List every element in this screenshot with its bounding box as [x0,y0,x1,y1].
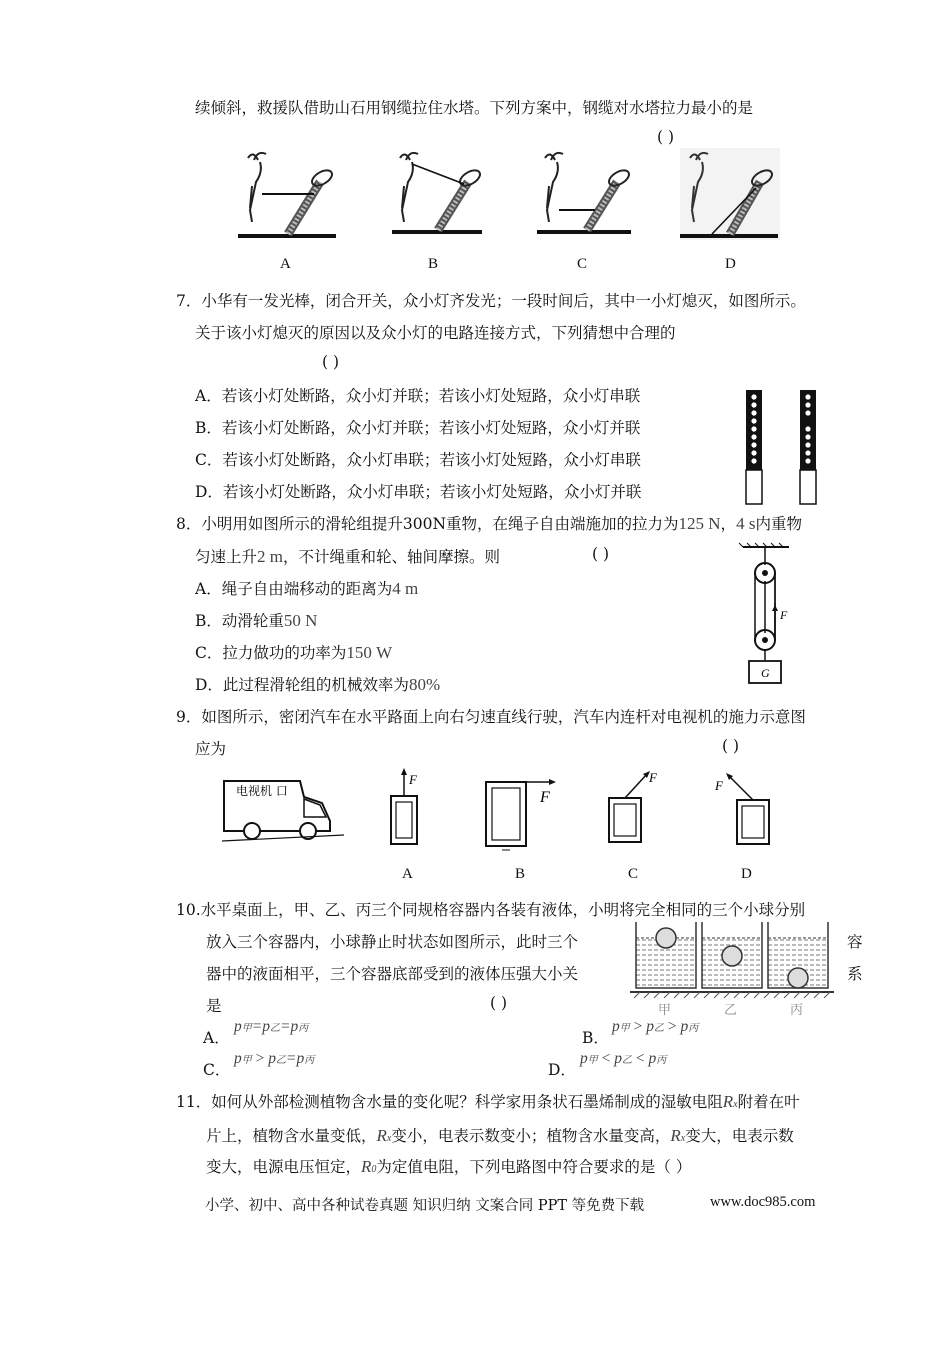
q6-label-a: A [280,256,291,272]
q6-figure-c [537,148,637,243]
q8-comma: ， [720,515,737,533]
q10-label-yi: 乙 [724,1003,738,1018]
q7-option-b: B．若该小灯处断路，众小灯并联；若该小灯处短路，众小灯并联 [195,419,641,437]
q10-containers-figure [630,918,835,1018]
q7-answer-paren: ( ) [322,353,340,371]
q8-option-c: C．拉力做功的功率为 [195,644,347,662]
q11-rx-symbol-1: Rx [722,1092,738,1111]
q11-stem-line2b: 变小，电表示数变小；植物含水量变高， [391,1127,671,1145]
q7-stem-line2: 关于该小灯熄灭的原因以及众小灯的电路连接方式，下列猜想中合理的 [195,324,676,342]
q8-answer-paren: ( ) [592,545,610,563]
q8-stem-part1: 8．小明用如图所示的滑轮组提升300N重物，在绳子自由端施加的拉力为 [176,515,679,533]
q10-option-b-formula: p甲 > p乙 > p丙 [612,1018,699,1035]
svg-text:F: F [715,778,723,793]
q7-option-c: C．若该小灯处断路，众小灯串联；若该小灯处短路，众小灯串联 [195,451,641,469]
q7-option-d: D．若该小灯处断路，众小灯串联；若该小灯处短路，众小灯并联 [195,483,642,501]
q9-van-text: 电视机 口 [236,784,288,798]
q9-label-a: A [402,866,413,882]
q8-option-b: B．动滑轮重 [195,612,284,630]
q9-van-figure [222,775,347,845]
q10-label-bing: 丙 [790,1003,804,1018]
q9-option-c-figure [605,768,665,848]
q8-force-value: 125 N [678,514,721,533]
q9-option-d-figure [715,768,775,848]
q11-r0-symbol: R0 [361,1157,377,1176]
q9-option-b-figure [480,778,560,853]
q9-label-c: C [628,866,639,882]
footer-text: 小学、初中、高中各种试卷真题 知识归纳 文案合同 PPT 等免费下载 [205,1198,645,1214]
q10-option-d-label: D． [548,1061,576,1079]
q8-option-a-value: 4 m [392,579,419,598]
q6-label-b: B [428,256,439,272]
q8-figure-f-label: F [780,608,788,622]
q10-stem-line2: 放入三个容器内，小球静止时状态如图所示，此时三个 [206,933,579,951]
q9-label-d: D [741,866,752,882]
footer-url[interactable]: www.doc985.com [710,1194,816,1210]
q8-stem-part2: 内重物 [755,515,802,533]
q6-label-d: D [725,256,736,272]
q11-stem-line3b: 为定值电阻，下列电路图中符合要求的是（ ） [376,1158,692,1176]
q11-stem-line2c: 变大，电表示数 [685,1127,794,1145]
q8-stem-line2b: ，不计绳重和轮、轴间摩擦。则 [283,548,501,566]
q11-stem-line1a: 11．如何从外部检测植物含水量的变化呢？科学家用条状石墨烯制成的湿敏电阻 [176,1093,723,1111]
q11-stem-line1b: 附着在叶 [737,1093,800,1111]
svg-text:F: F [649,770,657,785]
q8-figure-g-label: G [761,666,770,680]
q10-option-a-formula: p甲=p乙=p丙 [234,1018,309,1035]
q11-stem-line3a: 变大，电源电压恒定， [206,1158,362,1176]
q10-stem-line1: 10.水平桌面上，甲、乙、丙三个同规格容器内各装有液体，小明将完全相同的三个小球分别 [176,901,806,919]
q8-option-a: A．绳子自由端移动的距离为 [195,580,393,598]
q10-stem-line2-end: 容 [847,933,863,951]
q10-option-c-label: C． [203,1061,231,1079]
q9-answer-paren: ( ) [722,737,740,755]
q10-option-a-label: A． [203,1029,230,1047]
q8-option-d-value: 80% [408,675,441,694]
q6-figure-a [238,148,338,243]
q8-time-value: 4 s [736,514,756,533]
q10-option-d-formula: p甲 < p乙 < p丙 [580,1050,667,1067]
q10-stem-line3-end: 系 [847,965,863,983]
q10-option-c-formula: p甲 > p乙=p丙 [234,1050,315,1067]
q11-rx-symbol-3: Rx [670,1126,686,1145]
q9-stem-line2: 应为 [195,740,227,758]
q9-stem-line1: 9．如图所示，密闭汽车在水平路面上向右匀速直线行驶，汽车内连杆对电视机的施力示意图 [176,708,806,726]
q8-pulley-figure [735,545,805,690]
q10-stem-line4: 是 [206,997,222,1015]
q11-rx-symbol-2: Rx [376,1126,392,1145]
q10-label-jia: 甲 [658,1003,672,1018]
q10-stem-line3: 器中的液面相平，三个容器底部受到的液体压强大小关 [206,965,579,983]
svg-text:F: F [409,772,417,787]
q8-stem-line2a: 匀速上升 [195,548,258,566]
q8-option-c-value: 150 W [346,643,393,662]
q6-stem: 续倾斜，救援队借助山石用钢缆拉住水塔。下列方案中，钢缆对水塔拉力最小的是 [195,99,754,117]
q10-option-b-label: B． [582,1029,609,1047]
q8-option-b-value: 50 N [283,611,318,630]
q10-answer-paren: ( ) [490,994,508,1012]
q8-option-d: D．此过程滑轮组的机械效率为 [195,676,409,694]
q6-figure-b [392,148,492,243]
q7-stem-line1: 7．小华有一发光棒，闭合开关，众小灯齐发光；一段时间后，其中一小灯熄灭，如图所示。 [176,292,806,310]
q6-label-c: C [577,256,588,272]
q7-option-a: A．若该小灯处断路，众小灯并联；若该小灯处短路，众小灯串联 [195,387,641,405]
q7-glow-stick-figure [742,388,832,508]
q9-option-a-figure [385,768,435,853]
svg-text:F: F [540,789,550,806]
q6-answer-paren: ( ) [657,128,675,146]
q9-label-b: B [515,866,526,882]
q8-height-value: 2 m [257,547,283,566]
q6-figure-d [680,148,780,243]
q11-stem-line2a: 片上，植物含水量变低， [206,1127,377,1145]
